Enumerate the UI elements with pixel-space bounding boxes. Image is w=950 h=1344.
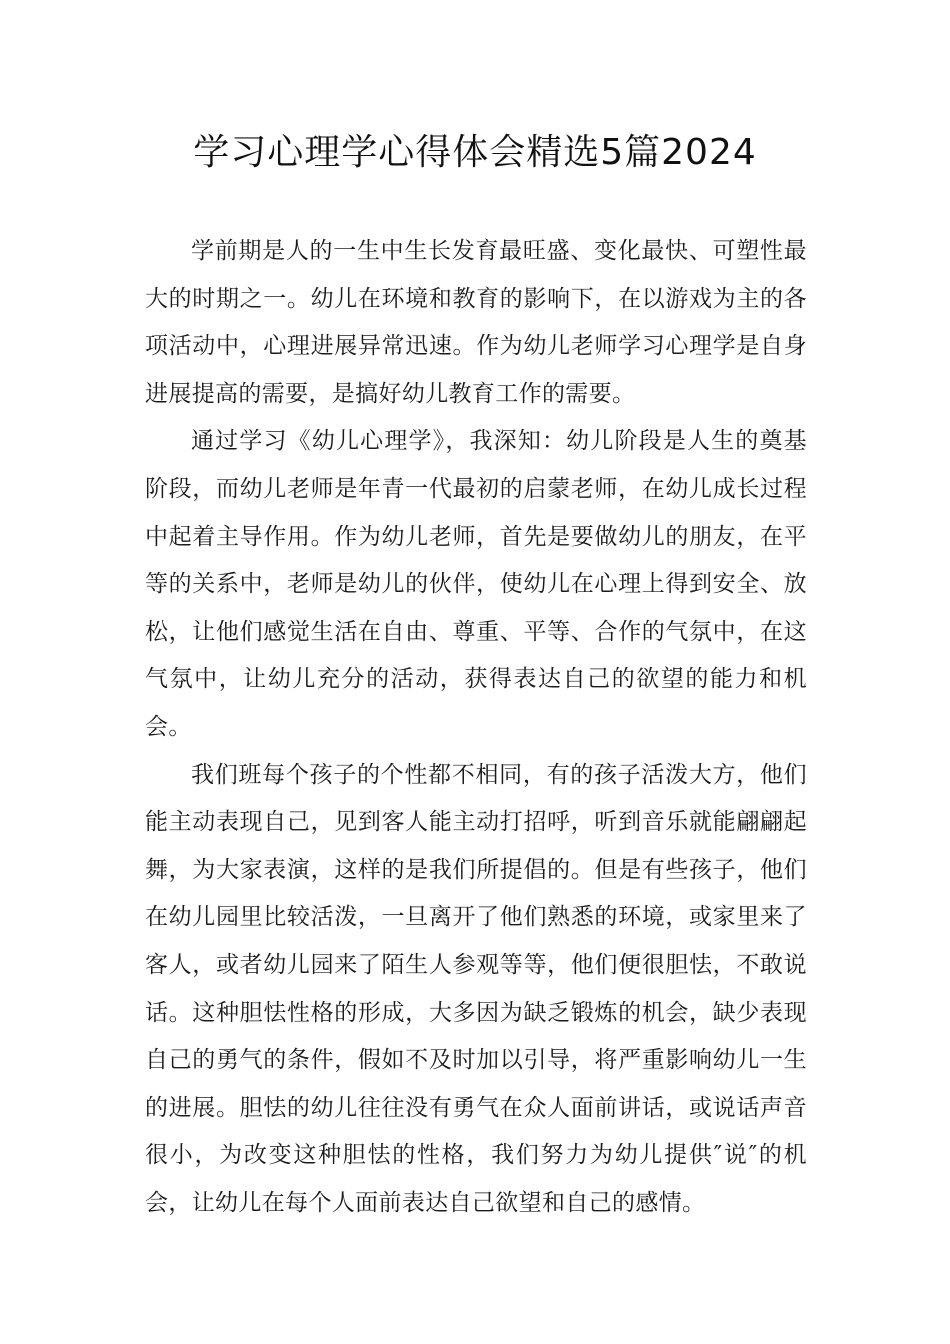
paragraph-2: 通过学习《幼儿心理学》，我深知：幼儿阶段是人生的奠基阶段，而幼儿老师是年青一代最初的启蒙老师，在幼儿成长过程中起着主导作用。作为幼儿老师，首先是要做幼儿的朋友，在平等的关系中，老师是幼儿的伙伴，使幼儿在心理上得到安全、放松，让他们感觉生活在自由、尊重、平等、合作的气氛中，在这气氛中，让幼儿充分的活动，获得表达自己的欲望的能力和机会。 — [145, 428, 807, 740]
paragraph-3: 我们班每个孩子的个性都不相同，有的孩子活泼大方，他们能主动表现自己，见到客人能主动打招呼，听到音乐就能翩翩起舞，为大家表演，这样的是我们所提倡的。但是有些孩子，他们在幼儿园里比较活泼，一旦离开了他们熟悉的环境，或家里来了客人，或者幼儿园来了陌生人参观等等，他们便很胆怯，不敢说话。这种胆怯性格的形成，大多因为缺乏锻炼的机会，缺少表现自己的勇气的条件，假如不及时加以引导，将严重影响幼儿一生的进展。胆怯的幼儿往往没有勇气在众人面前讲话，或说话声音很小，为改变这种胆怯的性格，我们努力为幼儿提供″说″的机会，让幼儿在每个人面前表达自己欲望和自己的感情。 — [145, 761, 807, 1216]
document-title: 学习心理学心得体会精选5篇2024 — [193, 132, 757, 173]
document-body — [145, 228, 807, 1227]
paragraph-1: 学前期是人的一生中生长发育最旺盛、变化最快、可塑性最大的时期之一。幼儿在环境和教育的影响下，在以游戏为主的各项活动中，心理进展异常迅速。作为幼儿老师学习心理学是自身进展提高的需要，是搞好幼儿教育工作的需要。 — [145, 238, 807, 407]
